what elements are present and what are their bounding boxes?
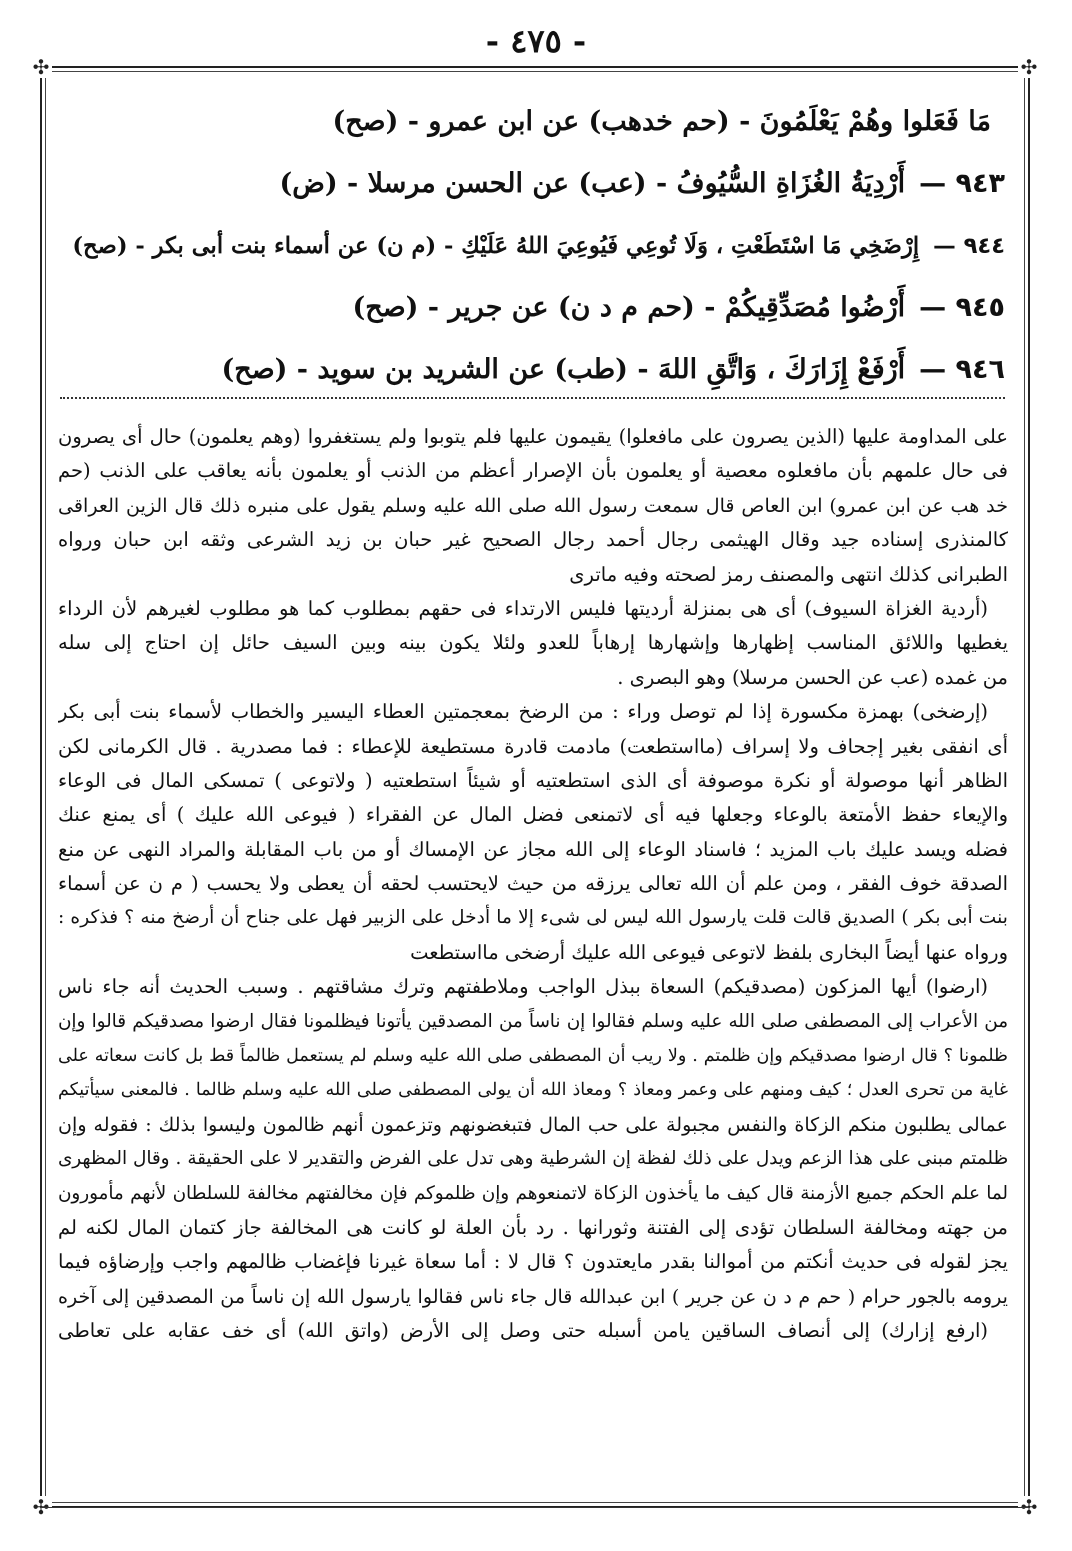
commentary-line: غاية من تحرى العدل ؛ كيف ومنهم على وعمر ومعاذ ؟ ومعاذ الله أن يولى المصطفى صلى الله عليه وسلم ظالما . فالمعنى سيأتيكم	[58, 1080, 1008, 1101]
corner-ornament-icon: ✣	[1018, 56, 1040, 78]
commentary-line: الظاهر أنها موصولة أو نكرة موصوفة أى الذى استطعتيه أو شيئاً استطعتيه ( ولاتوعى ) تمسكى المال فى الوعاء	[58, 768, 1008, 792]
hadith-number: ٩٤٤ —	[933, 233, 1005, 259]
commentary-line: (ارضوا) أيها المزكون (مصدقيكم) السعاة ببذل الواجب وملاطفتهم وترك مشاقتهم . وسبب الحديث أنه جاء ناس	[58, 975, 988, 999]
commentary-line: لما علم الحكم جميع الأزمنة قال كيف ما يأخذون الزكاة لاتمنعوهم وإن ظلموكم فإن مخالفتهم مخالفة للسلطان لأنهم مأمورون	[58, 1182, 1008, 1204]
commentary-line: بنت أبى بكر ) الصديق قالت قلت يارسول الله ليس لى شىء إلا ما أدخل على الزبير فهل على جناح أن أرضخ منه ؟ فذكره :	[58, 907, 1008, 929]
hadith-line	[60, 96, 1005, 158]
hadith-number: ٩٤٣ —	[919, 168, 1005, 199]
commentary	[58, 420, 1008, 1349]
hadith-list	[60, 96, 1005, 406]
hadith-number: ٩٤٦ —	[919, 354, 1005, 385]
commentary-line: ظلمتم مبنى على هذا الزعم ويدل على ذلك لفظة إن الشرطية وهى تدل على الفرض والتقدير لا على الحقيقة . وقال المظهرى	[58, 1148, 1008, 1170]
commentary-line: (أردية الغزاة السيوف) أى هى بمنزلة أرديتها فليس الارتداء فى حقهم بمطلوب كما هو مطلوب لغيرهم لأن الرداء	[58, 596, 988, 620]
commentary-line: الصدقة خوف الفقر ، ومن علم أن الله تعالى يرزقه من حيث لايحتسب لحقه أن يعطى ولا يحسب ( م ن عن أسماء	[58, 872, 1008, 896]
commentary-line: الطبرانى كذلك انتهى والمصنف رمز لصحته وفيه ماترى	[569, 562, 1008, 586]
hadith-line	[60, 220, 1005, 282]
hadith-line	[60, 282, 1005, 344]
commentary-line: (إرضخى) بهمزة مكسورة إذا لم توصل وراء : من الرضخ بمعجمتين العطاء اليسير والخطاب لأسماء بنت أبى بكر	[58, 700, 988, 724]
commentary-line: يجز لقوله فى حديث أنكتم من أموالنا بقدر مايعتدون ؟ قال لا : أما سعاة غيرنا فإغضاب ظالمهم واجب وإرضاؤه فيما	[58, 1250, 1008, 1274]
commentary-line: يغطيها واللائق المناسب إظهارها وإشهارها إرهاباً للعدو ولئلا يكون بينه وبين السيف حائل إن احتاج إلى سله	[58, 631, 1008, 655]
commentary-line: يرومه بالجور حرام ( حم م د ن عن جرير ) ابن عبدالله قال جاء ناس فقالوا يارسول الله إن ناساً من المصدقين إلى آخره	[58, 1284, 1008, 1308]
commentary-line: من غمده (عب عن الحسن مرسلا) وهو البصرى .	[617, 665, 1008, 689]
commentary-line: فضله ويسد عليك باب المزيد ؛ فاسناد الوعاء إلى الله مجاز عن الإمساك أو من باب المقابلة والمراد النهى عن منع	[58, 837, 1008, 861]
commentary-line: من جهته ومخالفة السلطان تؤدى إلى الفتنة وثورانها . رد بأن العلة لو كانت هى المخالفة جاز كتمان المال لكنه لم	[58, 1215, 1008, 1239]
corner-ornament-icon: ✣	[30, 1496, 52, 1518]
hadith-text: إِرْضَخِي مَا اسْتَطَعْتِ ، وَلَا تُوعِي فَيُوعِيَ اللهُ عَلَيْكِ - (م ن) عن أسماء بنت أبى بكر - (صح)	[72, 233, 920, 259]
commentary-line: خد هب عن ابن عمرو) ابن العاص قال سمعت رسول الله صلى الله عليه وسلم يقول على منبره ذلك قال الزين العراقى	[58, 493, 1008, 517]
commentary-line: من الأعراب إلى المصطفى صلى الله عليه وسلم فقالوا إن ناساً من المصدقين يأتونا فيظلمونا فقال ارضوا مصدقيكم قالوا وإن	[58, 1010, 1008, 1032]
corner-ornament-icon: ✣	[1018, 1496, 1040, 1518]
commentary-line: ظلمونا ؟ قال ارضوا مصدقيكم وإن ظلمتم . ولا ريب أن المصطفى صلى الله عليه وسلم لم يستعمل ظالماً قط بل كانت سعاته على	[58, 1046, 1008, 1067]
hadith-text: مَا فَعَلوا وهُمْ يَعْلَمُونَ - (حم خدهب) عن ابن عمرو - (صح)	[332, 106, 991, 137]
commentary-line: فى حال علمهم بأن مافعلوه معصية أو يعلمون بأن الإصرار أعظم من الذنب أو يعلمون بأنه يعاقب على الذنب (حم	[58, 459, 1008, 483]
commentary-line: (ارفع إزارك) إلى أنصاف الساقين يامن أسبله حتى وصل إلى الأرض (واتق الله) أى خف عقابه على تعاطى	[58, 1319, 988, 1343]
commentary-line: والإيعاء حفظ الأمتعة بالوعاء وجعلها فيه أى لاتمنعى فضل المال عن الفقراء ( فيوعى الله عليك ) أى يمنع عنك	[58, 803, 1008, 827]
page-number: - ٤٧٥ -	[485, 22, 587, 60]
commentary-line: على المداومة عليها (الذين يصرون على مافعلوا) يقيمون عليها فلم يتوبوا ولم يستغفروا (وهم يعلمون) حال أى يصرون	[58, 425, 1008, 448]
hadith-number: ٩٤٥ —	[919, 292, 1005, 323]
hadith-text: أَرْضُوا مُصَدِّقِيكُمْ - (حم م د ن) عن جرير - (صح)	[352, 292, 906, 323]
commentary-line: أى انفقى بغير إجحاف ولا إسراف (مااستطعت) مادمت قادرة مستطيعة للإعطاء : فما مصدرية . قال الكرمانى لكن	[58, 734, 1008, 758]
section-divider	[60, 397, 1005, 399]
commentary-line: عمالى يطلبون منكم الزكاة والنفس مجبولة على حب المال فتبغضونهم وتزعمون أنهم ظالمون وليسوا بذلك : فقوله وإن	[58, 1112, 1008, 1136]
commentary-line: ورواه عنها أيضاً البخارى بلفظ لاتوعى فيوعى الله عليك أرضخى مااستطعت	[410, 940, 1008, 964]
hadith-line	[60, 158, 1005, 220]
hadith-text: أَرْفَعْ إِزَارَكَ ، وَاتَّقِ اللهَ - (طب) عن الشريد بن سويد - (صح)	[221, 354, 906, 385]
corner-ornament-icon: ✣	[30, 56, 52, 78]
bottom-rule	[40, 1507, 1030, 1508]
commentary-line: كالمنذرى إسناده جيد وقال الهيثمى رجال أحمد رجال الصحيح غير حبان بن زيد الشرعى وثقه ابن حبان ورواه	[58, 528, 1008, 552]
hadith-text: أَرْدِيَةُ الغُزَاةِ السُّيُوفُ - (عب) عن الحسن مرسلا - (ض)	[279, 168, 906, 199]
